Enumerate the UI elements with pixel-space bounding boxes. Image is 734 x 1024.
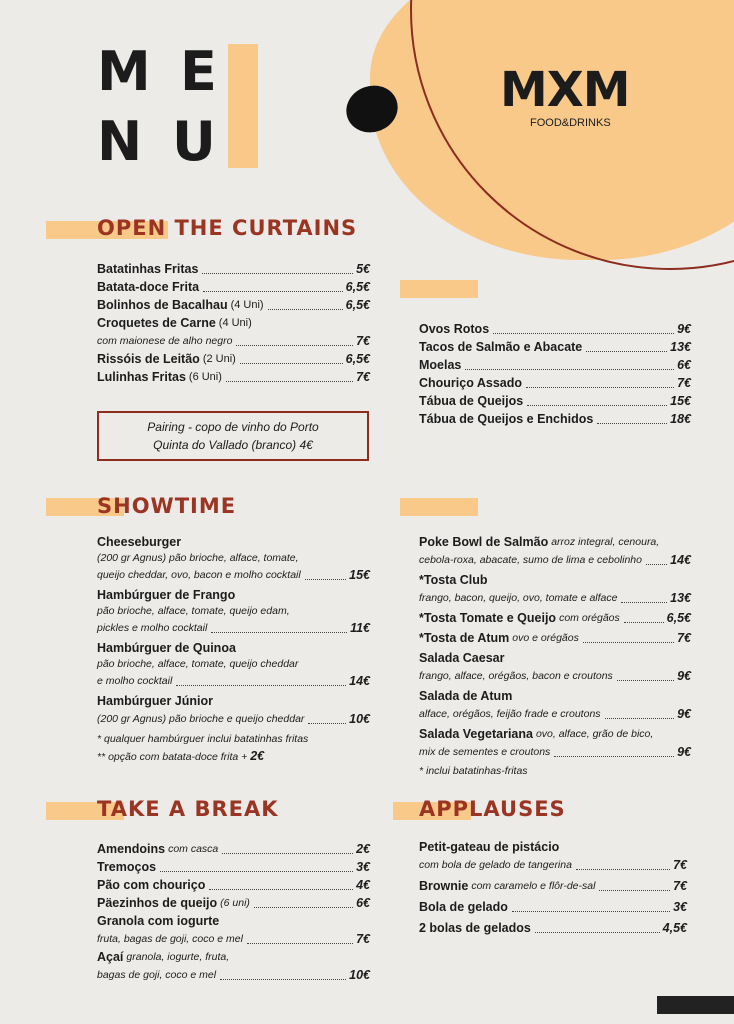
menu-item <box>419 687 691 723</box>
item-price: 5€ <box>356 262 370 276</box>
menu-item <box>97 278 370 296</box>
item-name: Tacos de Salmão e Abacate <box>419 340 583 354</box>
menu-item <box>97 314 370 332</box>
item-desc: arroz integral, cenoura, <box>551 536 660 548</box>
item-name: Açaí <box>97 950 124 964</box>
item-desc: alface, orégãos, feijão frade e croutons <box>419 708 601 720</box>
showtime-right-list <box>419 533 691 780</box>
menu-item <box>419 338 691 356</box>
menu-letter-m: M <box>97 40 151 103</box>
showtime-right-note: * inclui batatinhas-fritas <box>419 765 528 777</box>
item-name: *Tosta de Atum <box>419 631 510 645</box>
item-price: 14€ <box>349 674 370 688</box>
item-price: 7€ <box>673 879 687 893</box>
item-price: 18€ <box>670 412 691 426</box>
item-price: 15€ <box>349 568 370 582</box>
menu-item-desc <box>97 930 370 948</box>
item-desc: pão brioche, alface, tomate, queijo cheddar <box>97 658 299 670</box>
menu-item <box>419 571 691 607</box>
item-price: 9€ <box>677 322 691 336</box>
item-name: Lulinhas Fritas <box>97 370 186 384</box>
item-name: Salada de Atum <box>419 689 513 703</box>
pairing-line-2: Quinta do Vallado (branco) 4€ <box>153 438 313 452</box>
item-name: Batata-doce Frita <box>97 280 200 294</box>
item-price: 4,5€ <box>662 921 687 935</box>
menu-item <box>97 368 370 386</box>
item-price: 14€ <box>670 553 691 567</box>
item-name: Pão com chouriço <box>97 878 206 892</box>
showtime-note-2: ** opção com batata-doce frita + 2€ <box>97 749 265 763</box>
section-bar-right-2 <box>400 498 478 516</box>
item-desc: com maionese de alho negro <box>97 335 233 347</box>
item-price: 13€ <box>670 340 691 354</box>
item-price: 7€ <box>673 858 687 872</box>
menu-item-desc <box>97 332 370 350</box>
menu-item <box>97 586 370 637</box>
menu-item <box>97 350 370 368</box>
menu-item <box>419 649 691 685</box>
item-price: 11€ <box>350 621 370 635</box>
item-name: Salada Vegetariana <box>419 727 533 741</box>
menu-item <box>97 692 370 728</box>
section-title-showtime: SHOWTIME <box>97 494 237 518</box>
menu-item <box>419 392 691 410</box>
item-desc: (200 gr Agnus) pão brioche e queijo cheddar <box>97 713 305 725</box>
menu-item <box>97 876 370 894</box>
menu-letter-e: E <box>180 40 217 103</box>
item-desc: fruta, bagas de goji, coco e mel <box>97 933 243 945</box>
item-name: Bola de gelado <box>419 900 508 914</box>
item-name: Amendoins <box>97 842 166 856</box>
item-desc: frango, bacon, queijo, ovo, tomate e alface <box>419 592 618 604</box>
menu-item <box>419 629 691 647</box>
item-name: Batatinhas Fritas <box>97 262 199 276</box>
item-desc: (200 gr Agnus) pão brioche, alface, tomate, <box>97 552 299 564</box>
menu-item <box>419 374 691 392</box>
menu-letter-u: U <box>172 110 216 173</box>
item-name: Brownie <box>419 879 469 893</box>
item-desc: mix de sementes e croutons <box>419 746 551 758</box>
item-desc: pickles e molho cocktail <box>97 622 208 634</box>
brand-logo: MXM <box>500 62 630 118</box>
item-desc: e molho cocktail <box>97 675 173 687</box>
menu-item-desc <box>419 856 687 874</box>
item-desc: ovo, alface, grão de bico, <box>535 728 654 740</box>
item-name: Salada Caesar <box>419 651 505 665</box>
item-name: Tábua de Queijos e Enchidos <box>419 412 594 426</box>
curtains-right-list <box>419 320 691 428</box>
item-desc: ovo e orégãos <box>512 632 579 644</box>
item-name: Granola com iogurte <box>97 914 220 928</box>
showtime-list <box>97 533 370 766</box>
item-name: Hambúrguer de Quinoa <box>97 641 236 655</box>
section-title-applauses: APPLAUSES <box>419 797 566 821</box>
menu-item <box>97 912 370 930</box>
item-price: 6€ <box>356 896 370 910</box>
item-name: Poke Bowl de Salmão <box>419 535 549 549</box>
item-desc: cebola-roxa, abacate, sumo de lima e cebolinho <box>419 554 642 566</box>
showtime-note-1: * qualquer hambúrguer inclui batatinhas fritas <box>97 733 309 745</box>
item-desc: pão brioche, alface, tomate, queijo edam, <box>97 605 290 617</box>
menu-item <box>419 533 691 569</box>
item-price: 10€ <box>349 712 370 726</box>
item-name: Petit-gateau de pistácio <box>419 840 560 854</box>
pairing-box <box>97 411 369 461</box>
menu-item <box>419 356 691 374</box>
item-note: (6 Uni) <box>188 371 222 383</box>
applauses-list <box>419 838 687 937</box>
menu-item <box>97 260 370 278</box>
menu-item <box>97 840 370 858</box>
curtains-list <box>97 260 370 386</box>
item-name: Rissóis de Leitão <box>97 352 200 366</box>
item-price: 3€ <box>356 860 370 874</box>
item-name: Cheeseburger <box>97 535 182 549</box>
item-note: (4 Uni) <box>230 299 264 311</box>
menu-item <box>419 609 691 627</box>
item-price: 6€ <box>677 358 691 372</box>
item-name: Croquetes de Carne <box>97 316 216 330</box>
item-price: 7€ <box>356 932 370 946</box>
item-name: Tremoços <box>97 860 157 874</box>
item-price: 6,5€ <box>666 611 691 625</box>
item-name: Hambúrguer de Frango <box>97 588 236 602</box>
item-price: 6,5€ <box>345 352 370 366</box>
menu-letter-n: N <box>97 110 143 173</box>
brand-logo-subtitle: FOOD&DRINKS <box>530 117 611 129</box>
item-desc: queijo cheddar, ovo, bacon e molho cocktail <box>97 569 301 581</box>
item-name: Ovos Rotos <box>419 322 490 336</box>
menu-item <box>97 296 370 314</box>
item-desc: com orégãos <box>559 612 620 624</box>
item-name: Tábua de Queijos <box>419 394 524 408</box>
item-desc: (6 uni) <box>220 897 250 909</box>
menu-item <box>97 533 370 584</box>
menu-accent-bar <box>228 44 258 168</box>
item-price: 2€ <box>356 842 370 856</box>
item-note: (2 Uni) <box>202 353 236 365</box>
item-price: 3€ <box>673 900 687 914</box>
section-title-break: TAKE A BREAK <box>97 797 279 821</box>
item-name: Hambúrguer Júnior <box>97 694 213 708</box>
section-bar-right-1 <box>400 280 478 298</box>
item-price: 7€ <box>677 631 691 645</box>
footer-bar <box>657 996 734 1014</box>
menu-item <box>97 639 370 690</box>
item-price: 7€ <box>356 370 370 384</box>
menu-item <box>419 919 687 937</box>
section-title-curtains: OPEN THE CURTAINS <box>97 216 358 240</box>
item-price: 13€ <box>670 591 691 605</box>
menu-item-desc <box>97 966 370 984</box>
item-price: 4€ <box>356 878 370 892</box>
item-desc: granola, iogurte, fruta, <box>126 951 230 963</box>
item-name: Chouriço Assado <box>419 376 523 390</box>
item-price: 6,5€ <box>345 298 370 312</box>
item-desc: com caramelo e flôr-de-sal <box>471 880 596 892</box>
item-name: Moelas <box>419 358 462 372</box>
menu-item <box>419 320 691 338</box>
item-name: *Tosta Club <box>419 573 488 587</box>
menu-item <box>419 410 691 428</box>
break-list <box>97 840 370 984</box>
item-price: 15€ <box>670 394 691 408</box>
item-name: 2 bolas de gelados <box>419 921 531 935</box>
menu-item <box>419 838 687 856</box>
pairing-line-1: Pairing - copo de vinho do Porto <box>147 420 319 434</box>
item-price: 7€ <box>677 376 691 390</box>
menu-item <box>97 894 370 912</box>
item-desc: frango, alface, orégãos, bacon e croutons <box>419 670 613 682</box>
menu-item <box>419 725 691 761</box>
item-price: 7€ <box>356 334 370 348</box>
menu-item <box>97 858 370 876</box>
item-desc: bagas de goji, coco e mel <box>97 969 217 981</box>
item-price: 6,5€ <box>345 280 370 294</box>
item-name: Bolinhos de Bacalhau <box>97 298 228 312</box>
menu-item <box>419 877 687 895</box>
menu-item <box>97 948 370 966</box>
item-name: Päezinhos de queijo <box>97 896 218 910</box>
item-note: (4 Uni) <box>218 317 252 329</box>
item-price: 9€ <box>677 745 691 759</box>
item-name: *Tosta Tomate e Queijo <box>419 611 557 625</box>
menu-item <box>419 898 687 916</box>
item-price: 9€ <box>677 669 691 683</box>
item-desc: com bola de gelado de tangerina <box>419 859 572 871</box>
item-desc: com casca <box>168 843 219 855</box>
item-price: 10€ <box>349 968 370 982</box>
item-price: 9€ <box>677 707 691 721</box>
